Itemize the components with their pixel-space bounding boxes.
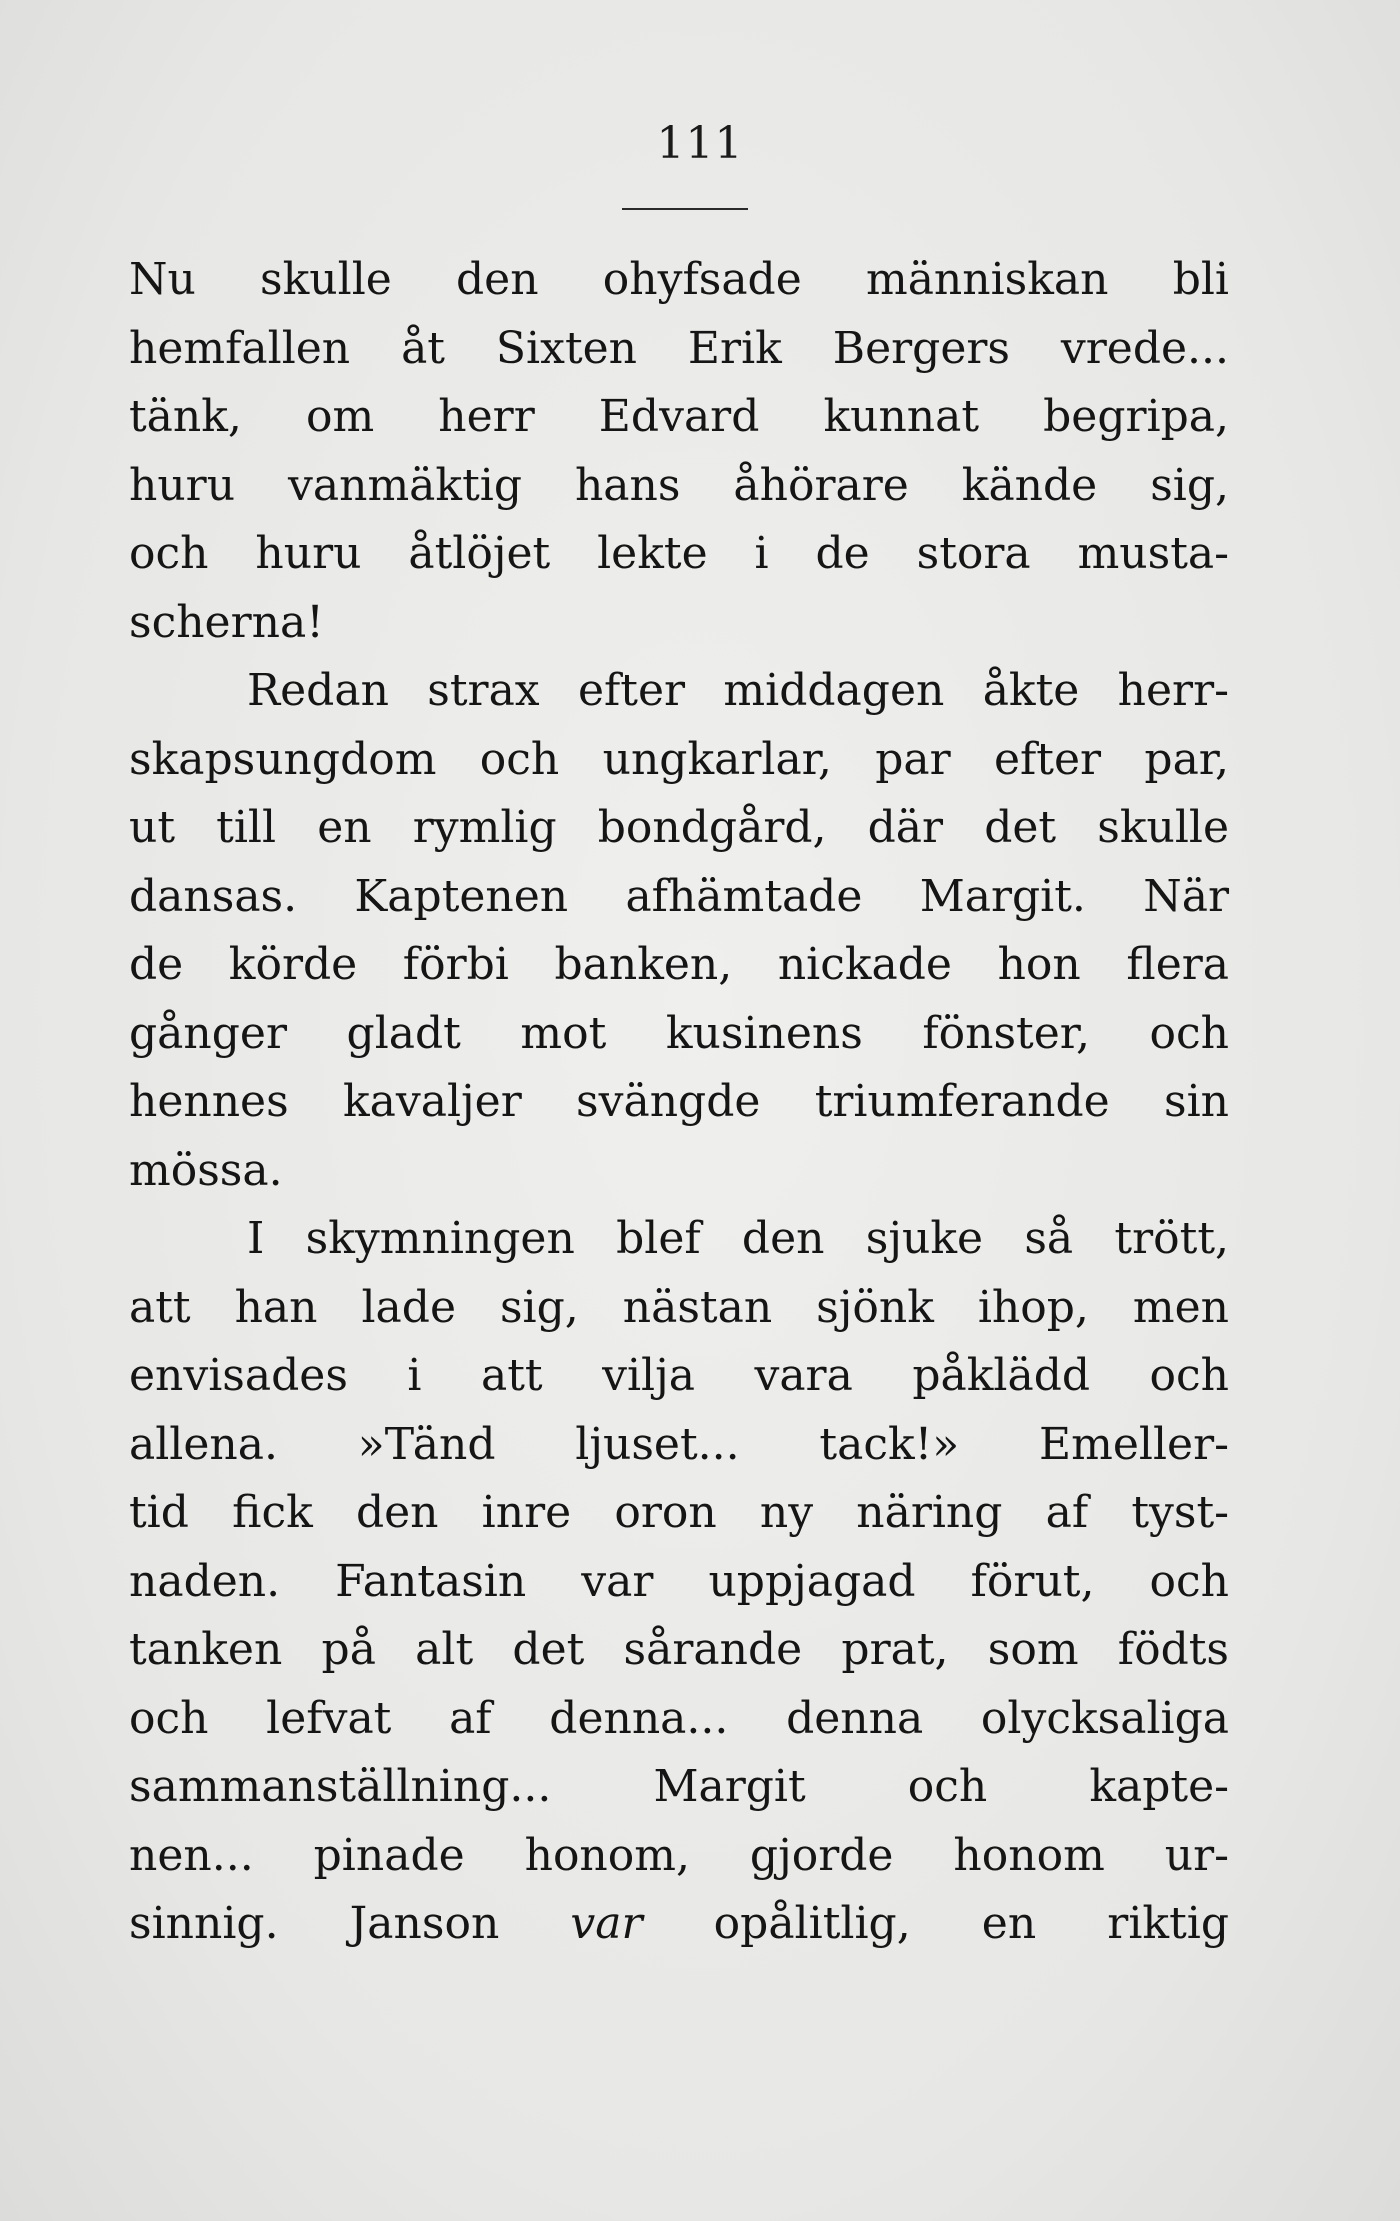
text-line: hennes kavaljer svängde triumferande sin — [129, 1076, 1229, 1127]
text-line: sammanställning... Margit och kapte- — [129, 1761, 1229, 1812]
text-line: ut till en rymlig bondgård, där det skulle — [129, 802, 1229, 853]
text-line: naden. Fantasin var uppjagad förut, och — [129, 1555, 1229, 1607]
header-rule — [622, 208, 748, 210]
text-line: att han lade sig, nästan sjönk ihop, men — [129, 1281, 1229, 1333]
paragraph-2 — [129, 657, 1229, 1205]
text-line: dansas. Kaptenen afhämtade Margit. När — [129, 870, 1229, 922]
text-line: och lefvat af denna... denna olycksaliga — [129, 1692, 1229, 1744]
paragraph-1 — [129, 246, 1229, 657]
text-line: nen... pinade honom, gjorde honom ur- — [129, 1829, 1229, 1881]
text-line: gånger gladt mot kusinens fönster, och — [129, 1007, 1229, 1059]
text-line: skapsungdom och ungkarlar, par efter par, — [129, 733, 1229, 785]
text-line: och huru åtlöjet lekte i de stora musta- — [129, 528, 1229, 579]
text-line: huru vanmäktig hans åhörare kände sig, — [129, 459, 1229, 511]
text-line: tid fick den inre oron ny näring af tyst- — [129, 1487, 1229, 1538]
text-line: allena. »Tänd ljuset... tack!» Emeller- — [129, 1418, 1229, 1470]
text-line: scherna! — [129, 596, 324, 648]
text-line: envisades i att vilja vara påklädd och — [129, 1350, 1229, 1401]
final-line-after: opålitlig, en riktig — [642, 1898, 1229, 1949]
text-line-final — [129, 1890, 1229, 1959]
text-line: de körde förbi banken, nickade hon flera — [129, 939, 1229, 990]
text-line: Nu skulle den ohyfsade människan bli — [129, 254, 1229, 305]
text-line: hemfallen åt Sixten Erik Bergers vrede... — [129, 322, 1229, 374]
text-line: mössa. — [129, 1144, 283, 1196]
page-number: 111 — [656, 118, 744, 169]
text-line: Redan strax efter middagen åkte herr- — [247, 665, 1229, 716]
italic-word: var — [570, 1898, 643, 1949]
text-line: tänk, om herr Edvard kunnat begripa, — [129, 391, 1229, 442]
body-text — [129, 246, 1229, 1959]
text-line: tanken på alt det sårande prat, som födts — [129, 1624, 1229, 1675]
paragraph-3 — [129, 1205, 1229, 1959]
final-line-before: sinnig. Janson — [129, 1898, 571, 1949]
text-line: I skymningen blef den sjuke så trött, — [247, 1213, 1229, 1264]
